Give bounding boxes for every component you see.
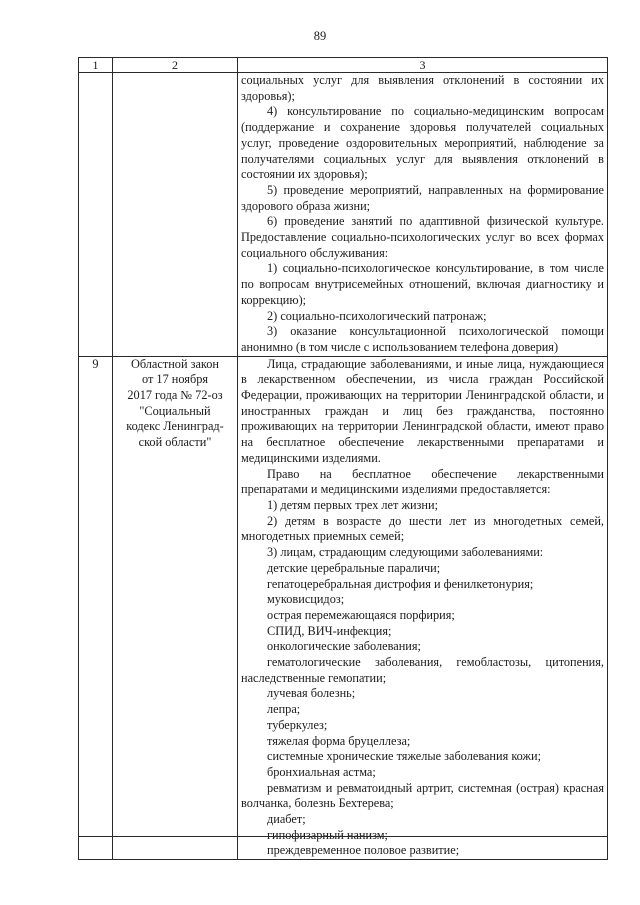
law-reference-line: "Социальный [139,403,211,418]
paragraph: 3) лицам, страдающим следующими заболеваниями: [267,545,544,560]
paragraph: Лица, страдающие заболеваниями, и иные лица, нуждающиеся в лекарственном обеспечении, из числа граждан Российской Федерации, проживающих на территории Ленинградской области, и иностранных граждан и лиц без гражданства, постоянно проживающих на территории Ленинградской области, имеют право на бесплатное обеспечение лекарственными препаратами и медицинскими изделиями. [241,356,604,465]
page-number: 89 [313,29,327,43]
paragraph: гепатоцеребральная дистрофия и фенилкетонурия; [267,576,534,591]
law-reference-line: кодекс Ленинград- [126,419,224,434]
paragraph: СПИД, ВИЧ-инфекция; [267,623,392,638]
law-reference-cell [113,356,238,860]
document-table [78,57,608,860]
table-header-row [79,58,608,73]
paragraph: ревматизм и ревматоидный артрит, системная (острая) красная волчанка, болезнь Бехтерева; [241,780,604,811]
law-cell-empty [113,73,238,357]
paragraph: 5) проведение мероприятий, направленных на формирование здорового образа жизни; [241,182,604,213]
description-cell [238,356,608,860]
header-cell-2: 2 [113,58,238,73]
paragraph: социальных услуг для выявления отклонений в состоянии их здоровья); [241,73,604,103]
paragraph: 1) детям первых трех лет жизни; [267,497,438,512]
paragraph: тяжелая форма бруцеллеза; [267,733,411,748]
paragraph: бронхиальная астма; [267,764,376,779]
paragraph: гематологические заболевания, гемобластозы, цитопения, наследственные гемопатии; [241,655,604,685]
paragraph: 1) социально-психологическое консультирование, в том числе по вопросам внутрисемейных отношений, включая диагностику и коррекцию); [241,261,604,307]
paragraph: 2) социально-психологический патронаж; [267,308,487,323]
paragraph: системные хронические тяжелые заболевания кожи; [267,749,542,764]
paragraph: лепра; [267,702,301,717]
header-cell-1: 1 [79,58,113,73]
table-row-9 [79,356,608,860]
paragraph: муковисцидоз; [267,592,345,607]
table-row-continued [79,73,608,357]
number-cell-empty [79,73,113,357]
paragraph: гипофизарный нанизм; [267,827,388,842]
paragraph: 4) консультирование по социально-медицинским вопросам (поддержание и сохранение здоровья получателей социальных услуг, проведение оздоровительных мероприятий, наблюдение за получателями социальных услуг для выявления отклонений в состоянии их здоровья); [241,104,604,182]
law-reference-line: ской области" [138,435,212,450]
paragraph: 3) оказание консультационной психологической помощи анонимно (в том числе с использованием телефона доверия) [241,324,604,354]
paragraph: диабет; [267,812,306,827]
paragraph: лучевая болезнь; [267,686,356,701]
paragraph: детские церебральные параличи; [267,560,441,575]
paragraph: онкологические заболевания; [267,639,421,654]
table-bottom-border [78,836,607,837]
law-reference-line: от 17 ноября [141,372,209,387]
paragraph: 2) детям в возрасте до шести лет из многодетных семей, многодетных приемных семей; [241,513,604,544]
paragraph: 6) проведение занятий по адаптивной физической культуре. Предоставление социально-психологических услуг во всех формах социального обслуживания: [241,214,604,260]
paragraph: Право на бесплатное обеспечение лекарственными препаратами и медицинскими изделиями предоставляется: [241,466,604,497]
paragraph: острая перемежающаяся порфирия; [267,607,455,622]
law-reference-line: 2017 года № 72-оз [127,388,223,403]
paragraph: туберкулез; [267,717,328,732]
row-number: 9 [79,356,113,860]
law-reference-line: Областной закон [130,356,220,371]
paragraph: преждевременное половое развитие; [267,843,460,858]
description-cell [238,73,608,357]
header-cell-3: 3 [238,58,608,73]
